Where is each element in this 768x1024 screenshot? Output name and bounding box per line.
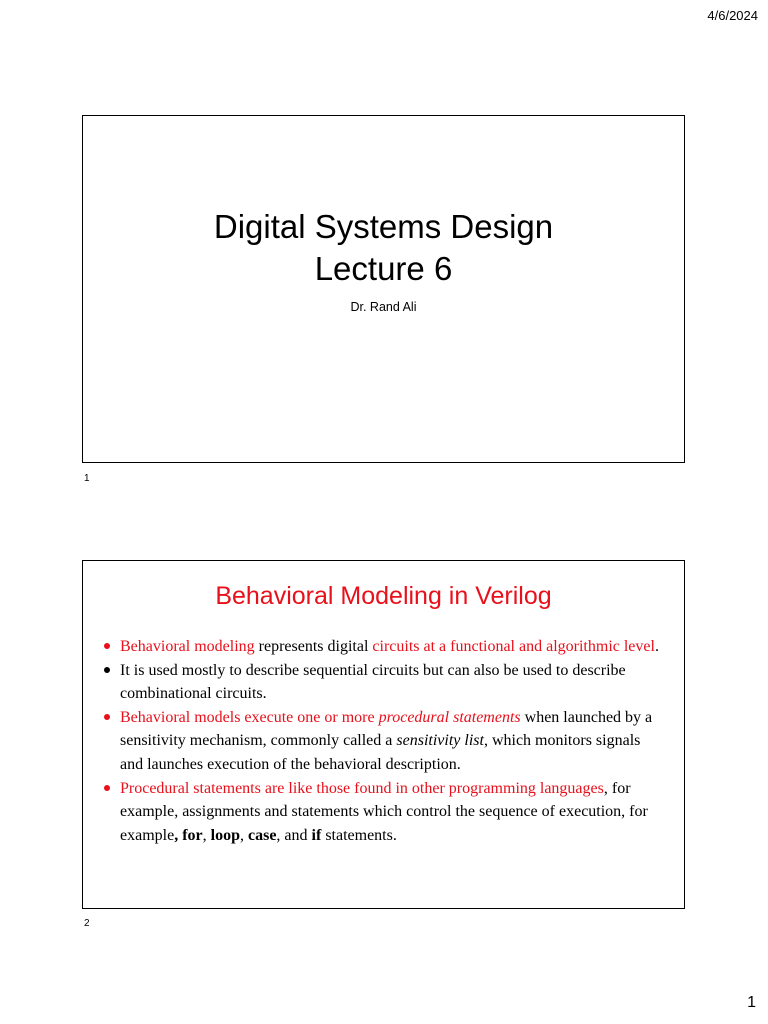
bullet-3-part-4: sensitivity list [396,732,484,750]
bullet-item-4 [120,777,666,848]
bullet-4-part-6: , [239,826,248,844]
bullet-dot-icon [104,785,110,791]
bullet-dot-icon [104,643,110,649]
bullet-2-part-1: It is used mostly to describe sequential circuits but can also be used to describe combinational circuits. [120,661,626,703]
bullet-3-part-2: procedural statements [378,708,521,726]
slide-1-author: Dr. Rand Ali [350,300,417,314]
bullet-4-part-3: , for [174,826,203,844]
slide-1-title [83,206,684,290]
bullet-item-2 [120,659,666,706]
bullet-item-3 [120,706,666,777]
bullet-4-part-1: Procedural statements are like those found in other programming languages [120,779,604,797]
bullet-3-part-3: when launched by a sensitivity mechanism, commonly called a [120,708,653,750]
bullet-4-part-9: if [311,826,322,844]
page-date: 4/6/2024 [707,8,758,23]
slide-2 [82,560,685,909]
page-number: 1 [747,994,756,1011]
bullet-dot-icon [104,714,110,720]
slide-2-number: 2 [84,918,90,929]
bullet-item-1 [120,635,666,659]
slide-1-number: 1 [84,473,90,484]
slide-2-bullet-list [120,635,666,847]
bullet-3-part-5: , which monitors signals and launches execution of the behavioral description. [120,732,641,773]
bullet-1-part-3: circuits at a functional and algorithmic level [372,638,655,655]
bullet-4-part-2: , for example, assignments and statements which control the sequence of execution, for example [120,779,648,844]
slide-2-title: Behavioral Modeling in Verilog [215,582,552,610]
bullet-1-part-2: represents digital [254,638,373,655]
bullet-4-part-8: , and [276,826,312,844]
bullet-1-part-4: . [654,638,659,655]
slide-1-title-line-1: Digital Systems Design [213,208,554,245]
bullet-1-part-1: Behavioral modeling [120,638,255,655]
slide-1-title-line-2: Lecture 6 [314,250,453,287]
bullet-4-part-10: statements. [321,826,397,844]
bullet-3-part-1: Behavioral models execute one or more [120,708,379,726]
bullet-4-part-5: loop [210,826,240,844]
bullet-dot-icon [104,667,110,673]
bullet-4-part-4: , [202,826,211,844]
bullet-4-part-7: case [247,826,277,844]
slide-1 [82,115,685,463]
